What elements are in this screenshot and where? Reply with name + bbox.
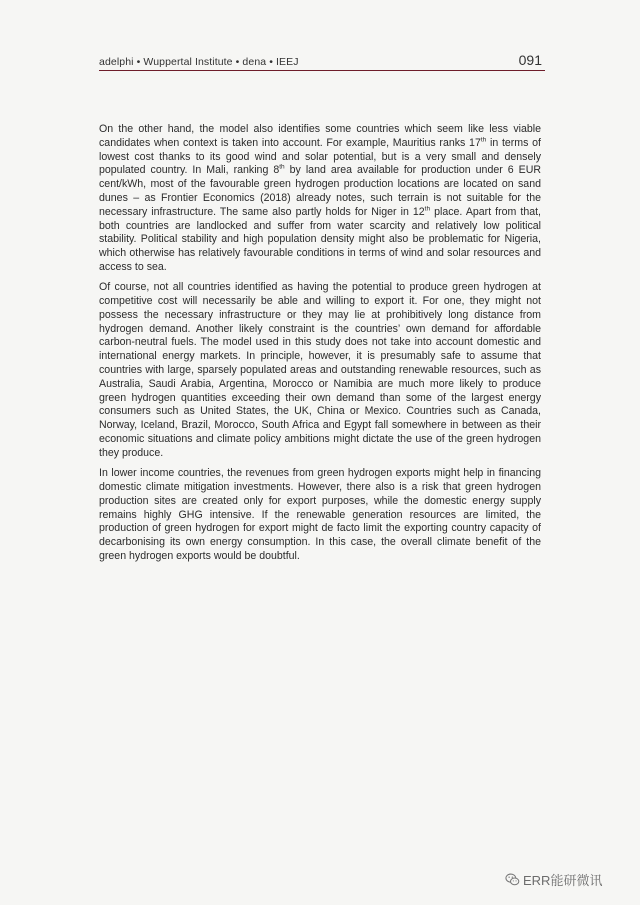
body-text	[99, 123, 541, 570]
paragraph-1-part-3: by land area available for production under 6 EUR cent/kWh, most of the favourable green hydrogen production locations are located on sand dunes – as Frontier Economics (2018) already notes, such terrain is not suitable for the necessary infrastructure. The same also partly holds for Niger in 12	[99, 164, 541, 218]
paragraph-2: Of course, not all countries identified as having the potential to produce green hydrogen at competitive cost will necessarily be able and willing to export it. For one, they might not possess the necessary infrastructure or they may lie at prohibitively long distance from hydrogen demand. Another likely constraint is the countries’ own demand for affordable carbon-neutral fuels. The model used in this study does not take into account domestic and international energy markets. In principle, however, it is presumably safe to assume that countries with large, sparsely populated areas and outstanding renewable resources, such as Australia, Saudi Arabia, Argentina, Morocco or Namibia are much more likely to produce green hydrogen quantities exceeding their own demand than some of the largest energy consumers such as United States, the UK, China or Mexico. Countries such as Canada, Norway, Iceland, Brazil, Morocco, South Africa and Egypt fall somewhere in between as their economic situations and climate policy ambitions might dictate the use of the green hydrogen they produce.	[99, 281, 541, 459]
paragraph-1-part-1: On the other hand, the model also identifies some countries which seem like less viable candidates when context is taken into account. For example, Mauritius ranks 17	[99, 123, 541, 149]
superscript-th: th	[424, 205, 431, 213]
header-organizations: adelphi • Wuppertal Institute • dena • IEEJ	[99, 56, 299, 68]
superscript-th: th	[279, 163, 285, 171]
watermark	[505, 870, 602, 889]
page-header	[99, 50, 545, 71]
paragraph-1	[99, 123, 541, 275]
page-number: 091	[518, 52, 542, 68]
paragraph-1-part-4: place. Apart from that, both countries are landlocked and suffer from water scarcity and relatively low political stability. Political stability and high population density might also be problematic for Nigeria, which otherwise has relatively favourable conditions in terms of wind and solar resources and access to sea.	[99, 205, 541, 273]
paragraph-3: In lower income countries, the revenues from green hydrogen exports might help in financing domestic climate mitigation investments. However, there also is a risk that green hydrogen production sites are created only for export purposes, while the domestic energy supply remains highly GHG intensive. If the renewable generation resources are limited, the production of green hydrogen for export might de facto limit the exporting country capacity of decarbonising its own energy consumption. In this case, the overall climate benefit of the green hydrogen exports would be doubtful.	[99, 467, 541, 562]
watermark-text: ERR能研微讯	[523, 873, 603, 888]
paragraph-1-part-2: in terms of lowest cost thanks to its good wind and solar potential, but is a very small and densely populated country. In Mali, ranking 8	[99, 136, 541, 177]
wechat-icon	[505, 872, 520, 887]
superscript-th: th	[480, 136, 487, 144]
